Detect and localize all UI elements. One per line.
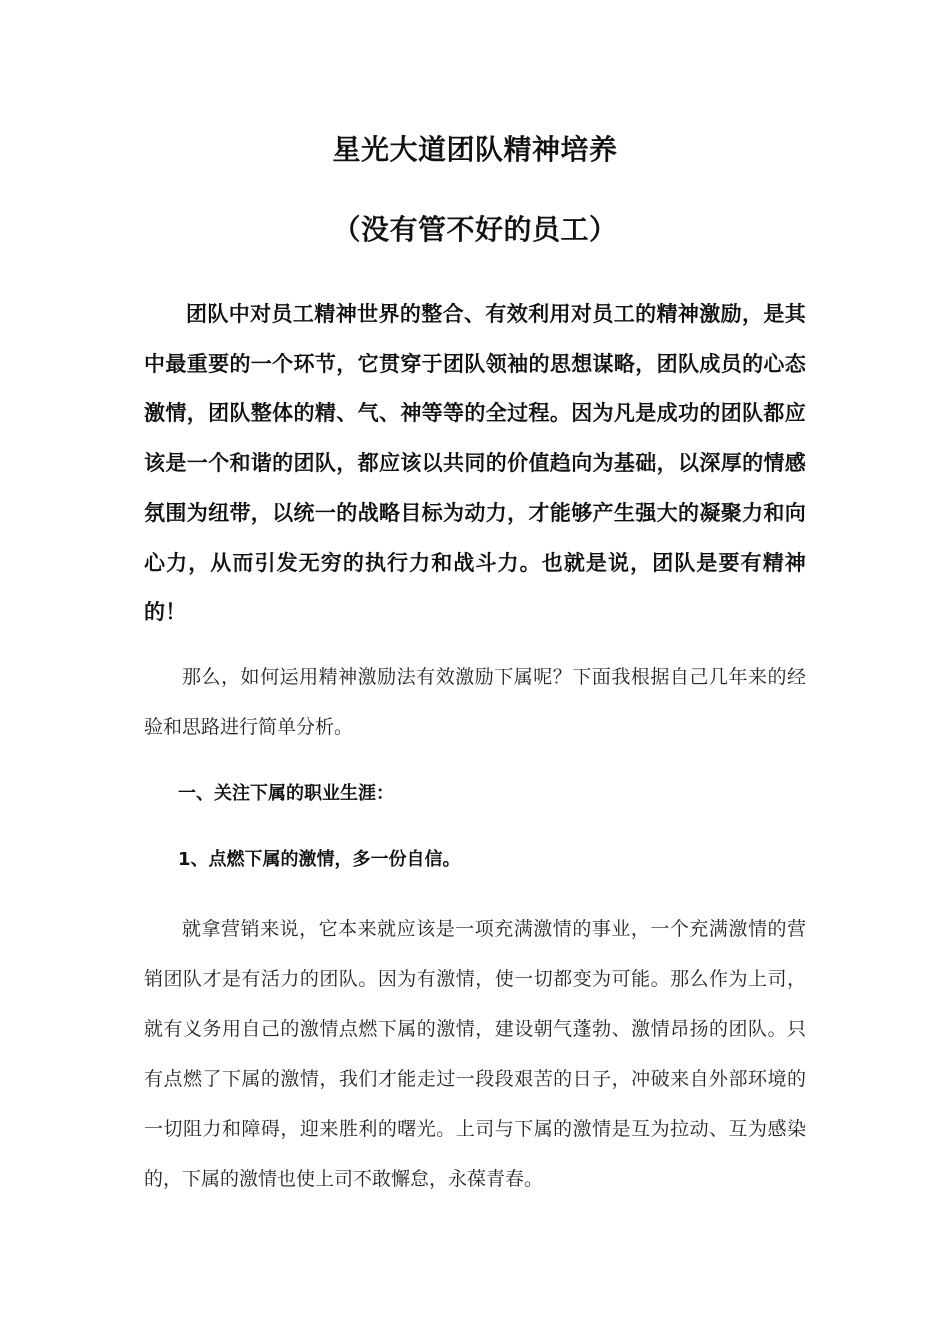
document-title: 星光大道团队精神培养 (332, 133, 618, 166)
question-paragraph: 那么，如何运用精神激励法有效激励下属呢？下面我根据自己几年来的经验和思路进行简单分析。 (144, 666, 806, 738)
body-paragraph: 就拿营销来说，它本来就应该是一项充满激情的事业，一个充满激情的营销团队才是有活力的团队。因为有激情，使一切都变为可能。那么作为上司，就有义务用自己的激情点燃下属的激情，建设朝气蓬勃、激情昂扬的团队。只有点燃了下属的激情，我们才能走过一段段艰苦的日子，冲破来自外部环境的一切阻力和障碍，迎来胜利的曙光。上司与下属的激情是互为拉动、互为感染的，下属的激情也使上司不敢懈怠，永葆青春。 (144, 918, 806, 1190)
subsection-heading: 1、点燃下属的激情，多一份自信。 (178, 849, 461, 870)
intro-paragraph: 团队中对员工精神世界的整合、有效利用对员工的精神激励，是其中最重要的一个环节，它贯穿于团队领袖的思想谋略，团队成员的心态激情，团队整体的精、气、神等等的全过程。因为凡是成功的团队都应该是一个和谐的团队，都应该以共同的价值趋向为基础，以深厚的情感氛围为纽带，以统一的战略目标为动力，才能够产生强大的凝聚力和向心力，从而引发无穷的执行力和战斗力。也就是说，团队是要有精神的！ (144, 302, 806, 625)
document-subtitle: （没有管不好的员工） (332, 213, 618, 246)
section-heading: 一、关注下属的职业生涯： (178, 783, 394, 804)
